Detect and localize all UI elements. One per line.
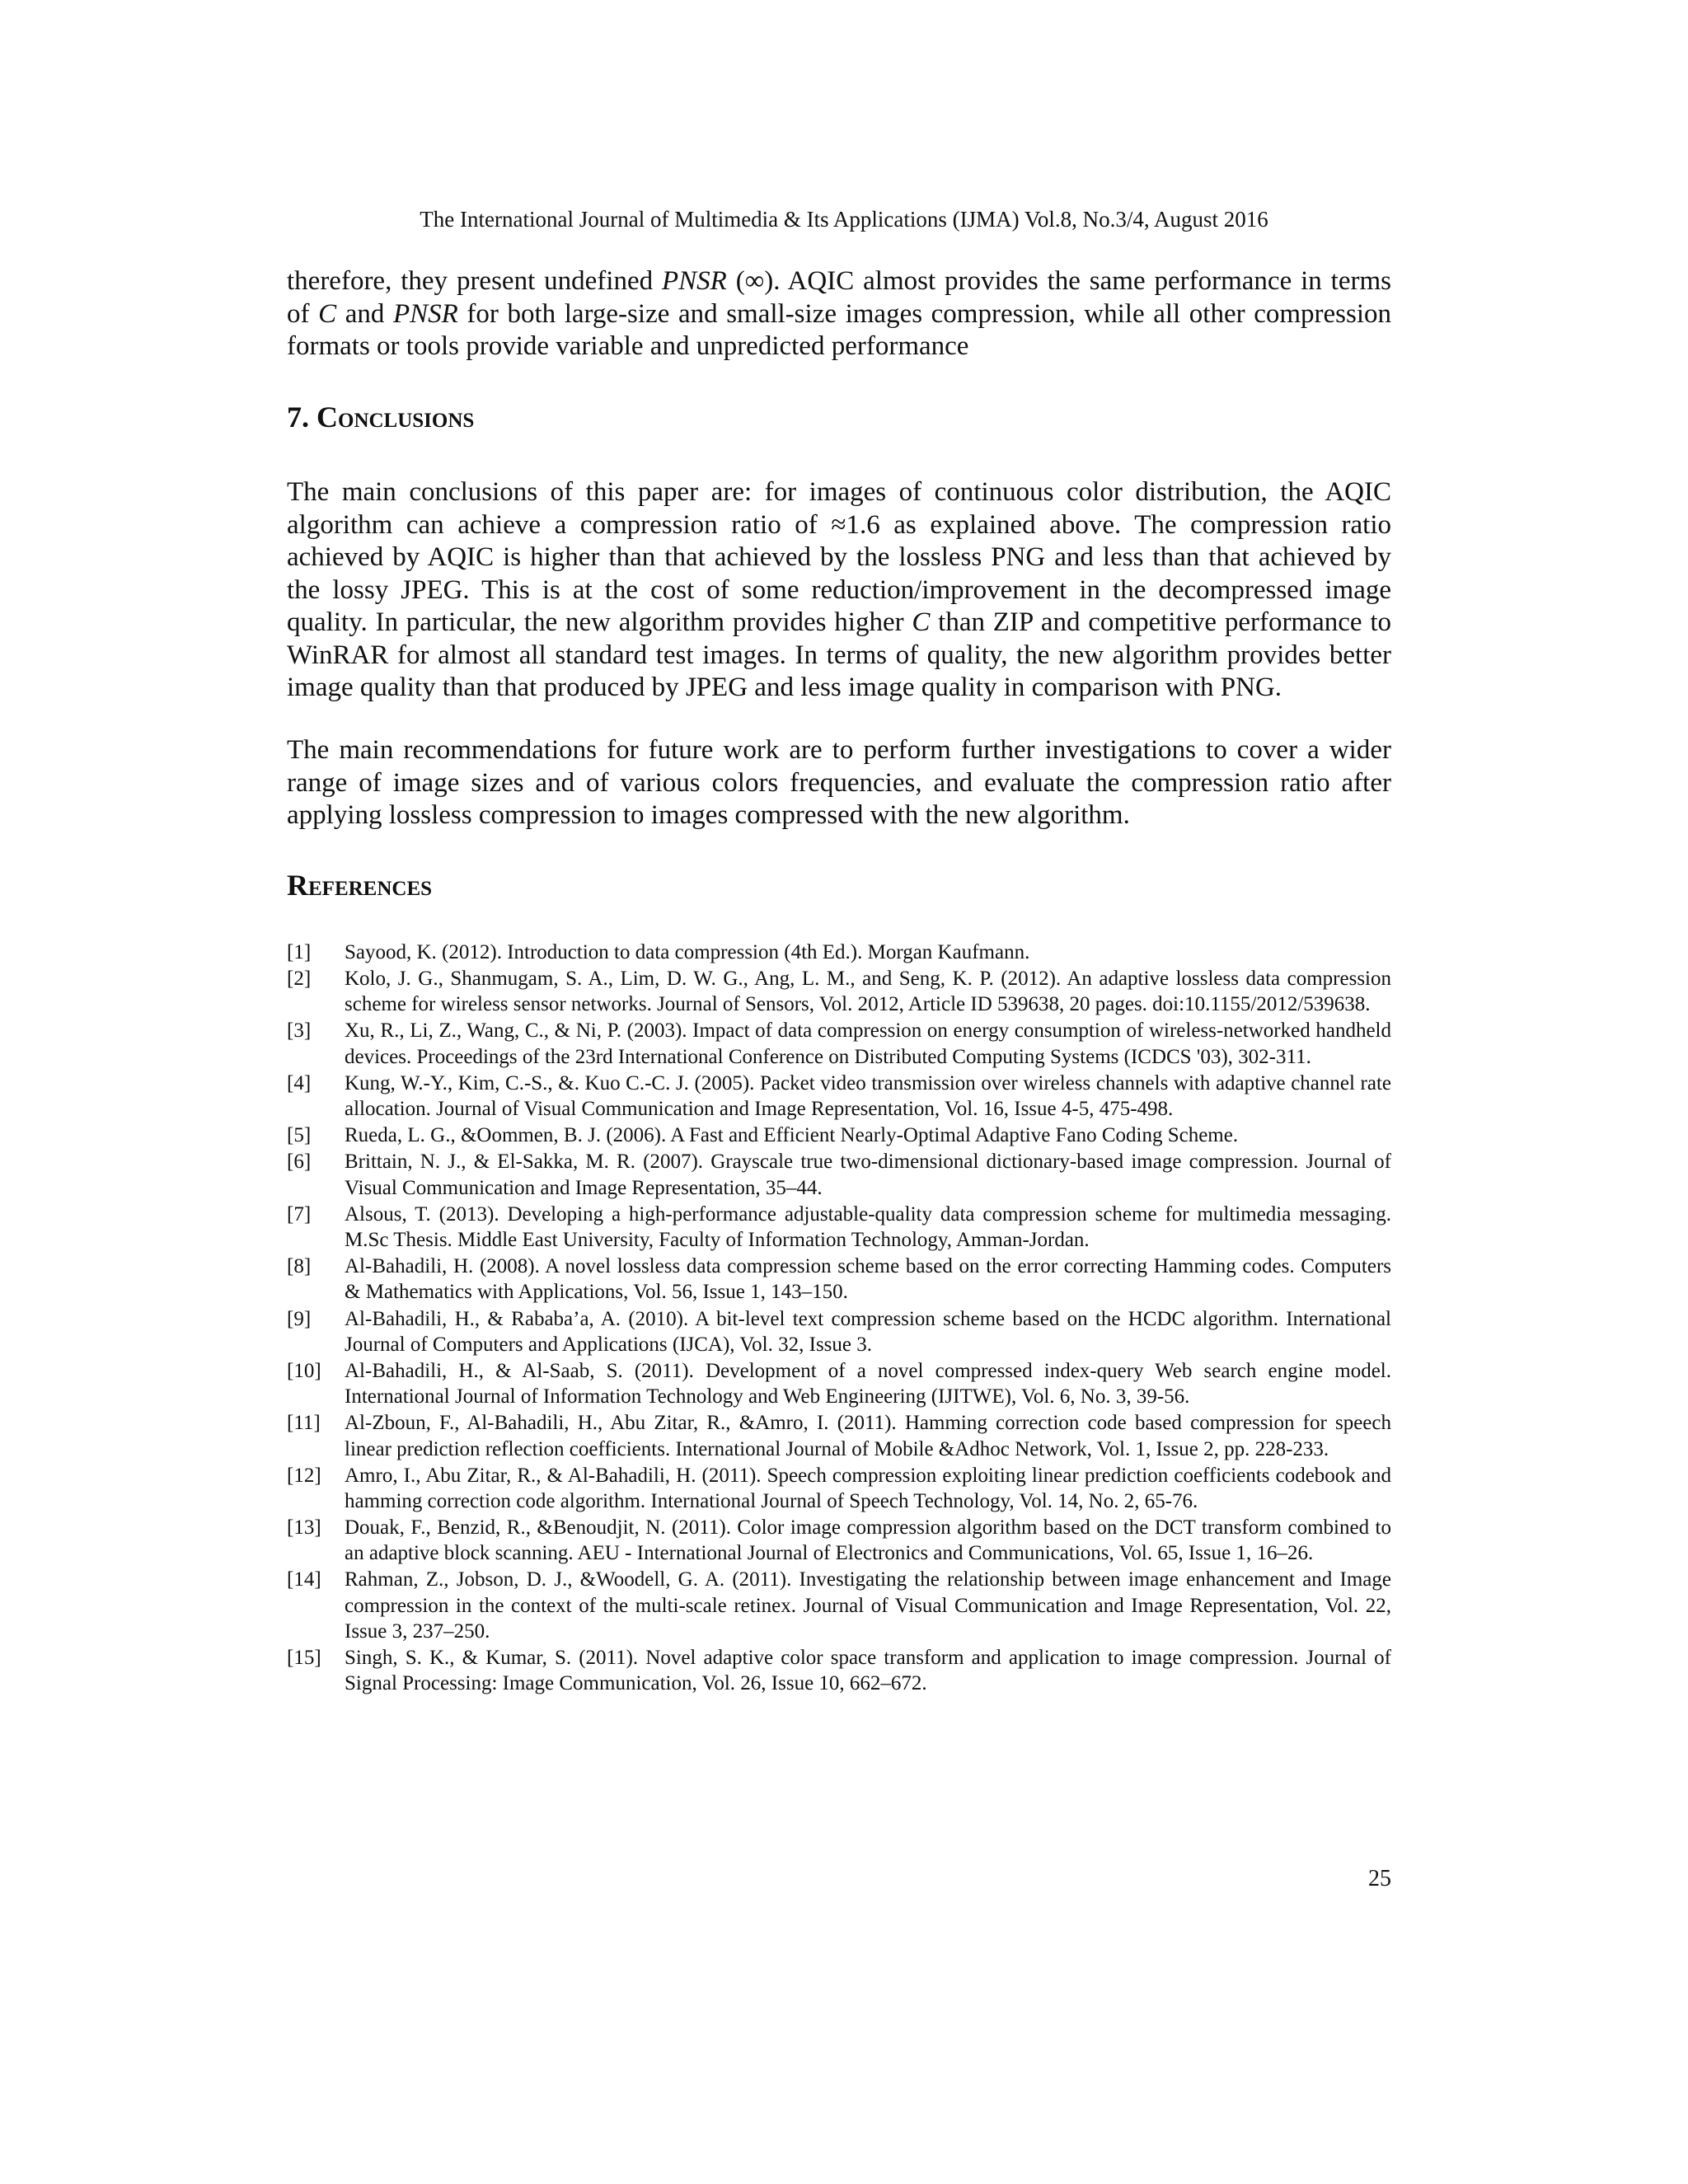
reference-text: Alsous, T. (2013). Developing a high-performance adjustable-quality data compression scheme for multimedia messaging. M.Sc Thesis. Middle East University, Faculty of Information Technology, Amman-Jordan.	[345, 1202, 1391, 1252]
reference-number: [11]	[287, 1412, 321, 1435]
reference-text: Amro, I., Abu Zitar, R., & Al-Bahadili, H. (2011). Speech compression exploiting linear prediction coefficients codebook and hamming correction code algorithm. International Journal of Speech Technology, Vol. 14, No. 2, 65-76.	[345, 1464, 1391, 1512]
reference-number: [7]	[287, 1202, 312, 1226]
reference-text: Rahman, Z., Jobson, D. J., &Woodell, G. A. (2011). Investigating the relationship between image enhancement and Image compression in the context of the multi-scale retinex. Journal of Visual Communication and Image Representation, Vol. 22, Issue 3, 237–250.	[345, 1568, 1391, 1643]
reference-text: Singh, S. K., & Kumar, S. (2011). Novel adaptive color space transform and application to image compression. Journal of Signal Processing: Image Communication, Vol. 26, Issue 10, 662–672.	[345, 1647, 1391, 1695]
reference-item	[287, 940, 1391, 965]
text-run: The main conclusions of this paper are: for images of continuous color distribution, the AQIC algorithm can achieve a compression ratio of ≈1.6 as explained above. The compression ratio achieved by AQIC is higher than that achieved by the lossless PNG and less than that achieved by the lossy JPEG. This is at the cost of some reduction/improvement in the decompressed image quality. In particular, the new algorithm provides higher	[287, 477, 1391, 637]
reference-text: Brittain, N. J., & El-Sakka, M. R. (2007). Grayscale true two-dimensional dictionary-based image compression. Journal of Visual Communication and Image Representation, 35–44.	[345, 1151, 1391, 1199]
reference-text: Al-Bahadili, H., & Rababa’a, A. (2010). A bit-level text compression scheme based on the HCDC algorithm. International Journal of Computers and Applications (IJCA), Vol. 32, Issue 3.	[345, 1307, 1391, 1356]
reference-text: Al-Bahadili, H., & Al-Saab, S. (2011). Development of a novel compressed index-query Web search engine model. International Journal of Information Technology and Web Engineering (IJITWE), Vol. 6, No. 3, 39-56.	[345, 1359, 1391, 1408]
reference-item	[287, 966, 1391, 1018]
reference-item	[287, 1306, 1391, 1358]
page-number: 25	[1368, 1866, 1391, 1891]
conclusions-paragraph-2-block	[287, 734, 1391, 832]
section-number: 7.	[287, 401, 316, 434]
reference-item	[287, 1463, 1391, 1515]
running-header: The International Journal of Multimedia & Its Applications (IJMA) Vol.8, No.3/4, August 2016	[420, 207, 1268, 232]
reference-number: [12]	[287, 1464, 321, 1487]
reference-number: [9]	[287, 1307, 312, 1330]
section-title: Conclusions	[316, 401, 475, 434]
reference-number: [5]	[287, 1124, 312, 1147]
reference-number: [14]	[287, 1568, 321, 1591]
reference-text: Al-Zboun, F., Al-Bahadili, H., Abu Zitar, R., &Amro, I. (2011). Hamming correction code based compression for speech linear prediction reflection coefficients. International Journal of Mobile &Adhoc Network, Vol. 1, Issue 2, pp. 228-233.	[345, 1412, 1391, 1460]
text-run: for both large-size and small-size images compression, while all other compression formats or tools provide variable and unpredicted performance	[287, 298, 1391, 361]
conclusions-paragraph-1	[287, 476, 1391, 705]
italic-symbol: C	[318, 298, 337, 329]
reference-text: Kolo, J. G., Shanmugam, S. A., Lim, D. W. G., Ang, L. M., and Seng, K. P. (2012). An adaptive lossless data compression scheme for wireless sensor networks. Journal of Sensors, Vol. 2012, Article ID 539638, 20 pages. doi:10.1155/2012/539638.	[345, 968, 1391, 1016]
reference-number: [8]	[287, 1255, 312, 1278]
text-run: (∞). AQIC almost provides the same performance in terms of	[287, 266, 1391, 329]
section-title: References	[287, 869, 433, 902]
reference-item	[287, 1567, 1391, 1644]
reference-number: [10]	[287, 1359, 321, 1382]
italic-symbol: C	[912, 607, 931, 637]
reference-item	[287, 1515, 1391, 1567]
reference-item	[287, 1410, 1391, 1462]
reference-number: [6]	[287, 1151, 312, 1174]
section-heading-references	[287, 867, 1391, 903]
conclusions-heading-block	[287, 399, 1391, 435]
section-heading-conclusions	[287, 399, 1391, 435]
reference-item	[287, 1149, 1391, 1201]
reference-item	[287, 1018, 1391, 1070]
italic-symbol: PNSR	[392, 298, 458, 329]
reference-number: [15]	[287, 1647, 321, 1670]
text-run: therefore, they present undefined	[287, 266, 662, 296]
reference-number: [4]	[287, 1071, 312, 1094]
intro-paragraph-block	[287, 265, 1391, 363]
reference-text: Rueda, L. G., &Oommen, B. J. (2006). A Fast and Efficient Nearly-Optimal Adaptive Fano Coding Scheme.	[345, 1124, 1239, 1147]
reference-text: Xu, R., Li, Z., Wang, C., & Ni, P. (2003). Impact of data compression on energy consumption of wireless-networked handheld devices. Proceedings of the 23rd International Conference on Distributed Computing Systems (ICDCS '03), 302-311.	[345, 1019, 1391, 1068]
reference-item	[287, 1254, 1391, 1305]
intro-paragraph	[287, 265, 1391, 363]
reference-number: [1]	[287, 941, 312, 963]
reference-list	[287, 940, 1391, 1698]
reference-item	[287, 1202, 1391, 1254]
conclusions-paragraph-2: The main recommendations for future work are to perform further investigations to cover a wider range of image sizes and of various colors frequencies, and evaluate the compression ratio after applying lossless compression to images compressed with the new algorithm.	[287, 735, 1391, 830]
text-run: than ZIP and competitive performance to WinRAR for almost all standard test images. In terms of quality, the new algorithm provides better image quality than that produced by JPEG and less image quality in comparison with PNG.	[287, 607, 1391, 702]
reference-text: Kung, W.-Y., Kim, C.-S., &. Kuo C.-C. J. (2005). Packet video transmission over wireless channels with adaptive channel rate allocation. Journal of Visual Communication and Image Representation, Vol. 16, Issue 4-5, 475-498.	[345, 1071, 1391, 1121]
reference-number: [13]	[287, 1516, 321, 1540]
reference-number: [3]	[287, 1019, 312, 1043]
reference-item	[287, 1645, 1391, 1697]
references-heading-block	[287, 867, 1391, 903]
text-run: and	[336, 298, 393, 329]
reference-text: Al-Bahadili, H. (2008). A novel lossless data compression scheme based on the error correcting Hamming codes. Computers & Mathematics with Applications, Vol. 56, Issue 1, 143–150.	[345, 1255, 1391, 1304]
reference-item	[287, 1358, 1391, 1410]
reference-text: Douak, F., Benzid, R., &Benoudjit, N. (2011). Color image compression algorithm based on the DCT transform combined to an adaptive block scanning. AEU - International Journal of Electronics and Communications, Vol. 65, Issue 1, 16–26.	[345, 1516, 1391, 1565]
conclusions-paragraph-1-block	[287, 476, 1391, 705]
reference-item	[287, 1071, 1391, 1122]
reference-number: [2]	[287, 968, 312, 991]
reference-text: Sayood, K. (2012). Introduction to data compression (4th Ed.). Morgan Kaufmann.	[345, 941, 1030, 963]
italic-symbol: PNSR	[662, 266, 727, 296]
reference-item	[287, 1122, 1391, 1148]
